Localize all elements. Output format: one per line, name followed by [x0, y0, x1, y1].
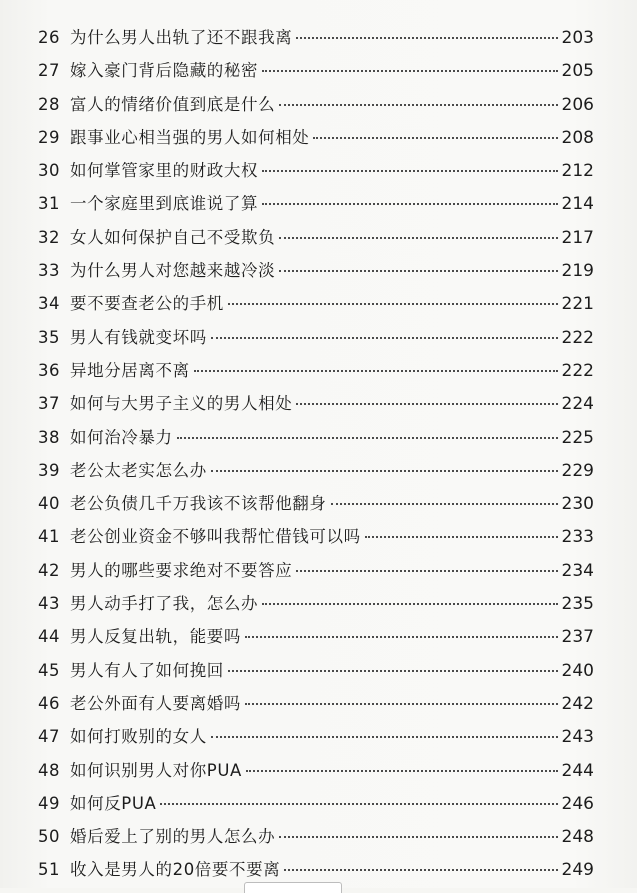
toc-entry-33: [38, 254, 594, 287]
entry-title: 男人有钱就变坏吗: [70, 327, 207, 347]
entry-number: 28: [38, 94, 60, 114]
entry-page-number: 248: [561, 827, 594, 848]
dot-leader: [279, 237, 557, 239]
entry-page-number: 222: [561, 327, 594, 348]
entry-page-number: 242: [561, 693, 594, 714]
dot-leader: [228, 670, 558, 672]
entry-title: 如何打败别的女人: [70, 727, 207, 747]
entry-page-number: 208: [561, 127, 594, 148]
entry-title: 老公负债几千万我该不该帮他翻身: [70, 494, 327, 514]
dot-leader: [279, 836, 557, 838]
entry-number: 48: [38, 760, 60, 780]
dot-leader: [262, 203, 557, 205]
entry-page-number: 237: [561, 627, 594, 648]
entry-title: 为什么男人对您越来越冷淡: [70, 261, 276, 281]
entry-page-number: 233: [561, 527, 594, 548]
entry-number: 27: [38, 61, 60, 81]
entry-title: 要不要查老公的手机: [70, 294, 224, 314]
entry-page-number: 203: [561, 28, 594, 48]
entry-title: 女人如何保护自己不受欺负: [70, 227, 276, 247]
entry-title: 嫁入豪门背后隐藏的秘密: [70, 61, 259, 81]
entry-page-number: 214: [561, 194, 594, 215]
toc-entry-37: [38, 387, 594, 420]
dot-leader: [296, 570, 557, 572]
dot-leader: [245, 636, 558, 638]
dot-leader: [296, 37, 557, 39]
toc-entry-45: [38, 654, 594, 687]
toc-entry-38: [38, 421, 594, 454]
dot-leader: [246, 770, 558, 772]
toc-entry-32: [38, 221, 594, 254]
dot-leader: [331, 503, 558, 505]
toc-entry-41: [38, 520, 594, 553]
entry-page-number: 249: [561, 860, 594, 881]
entry-page-number: 244: [561, 760, 594, 781]
entry-title: 老公太老实怎么办: [70, 460, 207, 480]
entry-page-number: 225: [561, 427, 594, 448]
dot-leader: [262, 603, 557, 605]
toc-entry-47: [38, 720, 594, 753]
entry-title: 男人反复出轨，能要吗: [70, 627, 241, 647]
entry-number: 30: [38, 161, 60, 181]
dot-leader: [211, 470, 558, 472]
toc-entry-49: [38, 787, 594, 820]
toc-entry-50: [38, 820, 594, 853]
toc-entry-26: [38, 21, 594, 54]
dot-leader: [160, 803, 557, 805]
dot-leader: [296, 403, 557, 405]
dot-leader: [211, 736, 558, 738]
entry-number: 41: [38, 527, 60, 547]
toc-entry-48: [38, 754, 594, 787]
entry-page-number: 230: [561, 494, 594, 515]
entry-page-number: 221: [561, 294, 594, 315]
entry-number: 45: [38, 660, 60, 680]
entry-title: 如何掌管家里的财政大权: [70, 161, 259, 181]
entry-number: 37: [38, 394, 60, 414]
entry-page-number: 217: [561, 227, 594, 248]
toc-entry-29: [38, 121, 594, 154]
toc-entry-46: [38, 687, 594, 720]
entry-title: 男人的哪些要求绝对不要答应: [70, 560, 293, 580]
entry-title: 如何治冷暴力: [70, 427, 173, 447]
toc-entry-39: [38, 454, 594, 487]
entry-title: 跟事业心相当强的男人如何相处: [70, 127, 310, 147]
entry-number: 38: [38, 427, 60, 447]
entry-number: 34: [38, 294, 60, 314]
entry-page-number: 222: [561, 360, 594, 381]
entry-number: 31: [38, 194, 60, 214]
entry-title: 收入是男人的20倍要不要离: [70, 860, 281, 880]
entry-number: 44: [38, 627, 60, 647]
toc-entry-44: [38, 620, 594, 653]
dot-leader: [211, 337, 558, 339]
entry-title: 异地分居离不离: [70, 360, 190, 380]
entry-page-number: 205: [561, 61, 594, 82]
entry-number: 39: [38, 460, 60, 480]
entry-number: 32: [38, 227, 60, 247]
entry-number: 35: [38, 327, 60, 347]
entry-page-number: 224: [561, 394, 594, 415]
entry-page-number: 235: [561, 594, 594, 615]
dot-leader: [313, 137, 557, 139]
toc-entry-34: [38, 287, 594, 320]
entry-title: 富人的情绪价值到底是什么: [70, 94, 276, 114]
entry-page-number: 206: [561, 94, 594, 115]
dot-leader: [365, 536, 558, 538]
dot-leader: [194, 370, 558, 372]
entry-page-number: 243: [561, 727, 594, 748]
entry-title: 如何反PUA: [70, 793, 157, 813]
entry-title: 为什么男人出轨了还不跟我离: [70, 28, 293, 47]
entry-number: 26: [38, 28, 60, 47]
entry-title: 男人动手打了我，怎么办: [70, 594, 259, 614]
entry-number: 46: [38, 693, 60, 713]
entry-number: 36: [38, 360, 60, 380]
toc-entry-28: [38, 88, 594, 121]
entry-number: 43: [38, 594, 60, 614]
dot-leader: [262, 70, 557, 72]
entry-number: 40: [38, 494, 60, 514]
entry-title: 一个家庭里到底谁说了算: [70, 194, 259, 214]
toc-entry-42: [38, 554, 594, 587]
dot-leader: [262, 170, 557, 172]
entry-number: 29: [38, 127, 60, 147]
entry-page-number: 229: [561, 460, 594, 481]
toc-entry-30: [38, 154, 594, 187]
entry-number: 47: [38, 727, 60, 747]
toc-entry-27: [38, 54, 594, 87]
entry-page-number: 219: [561, 261, 594, 282]
entry-number: 50: [38, 827, 60, 847]
toc-entry-40: [38, 487, 594, 520]
dot-leader: [284, 869, 557, 871]
toc-entry-31: [38, 187, 594, 220]
entry-number: 33: [38, 261, 60, 281]
toc-entry-43: [38, 587, 594, 620]
entry-page-number: 240: [561, 660, 594, 681]
entry-number: 49: [38, 793, 60, 813]
entry-title: 男人有人了如何挽回: [70, 660, 224, 680]
entry-number: 51: [38, 860, 60, 880]
entry-title: 老公外面有人要离婚吗: [70, 693, 241, 713]
entry-title: 如何与大男子主义的男人相处: [70, 394, 293, 414]
dot-leader: [279, 270, 557, 272]
dot-leader: [228, 303, 558, 305]
dot-leader: [245, 703, 558, 705]
table-of-contents: [38, 21, 594, 887]
toc-entry-35: [38, 321, 594, 354]
entry-page-number: 212: [561, 161, 594, 182]
entry-title: 老公创业资金不够叫我帮忙借钱可以吗: [70, 527, 361, 547]
entry-title: 如何识别男人对你PUA: [70, 760, 242, 780]
entry-page-number: 246: [561, 793, 594, 814]
toc-entry-36: [38, 354, 594, 387]
entry-number: 42: [38, 560, 60, 580]
entry-page-number: 234: [561, 560, 594, 581]
dot-leader: [279, 104, 557, 106]
dot-leader: [177, 437, 558, 439]
entry-title: 婚后爱上了别的男人怎么办: [70, 827, 276, 847]
